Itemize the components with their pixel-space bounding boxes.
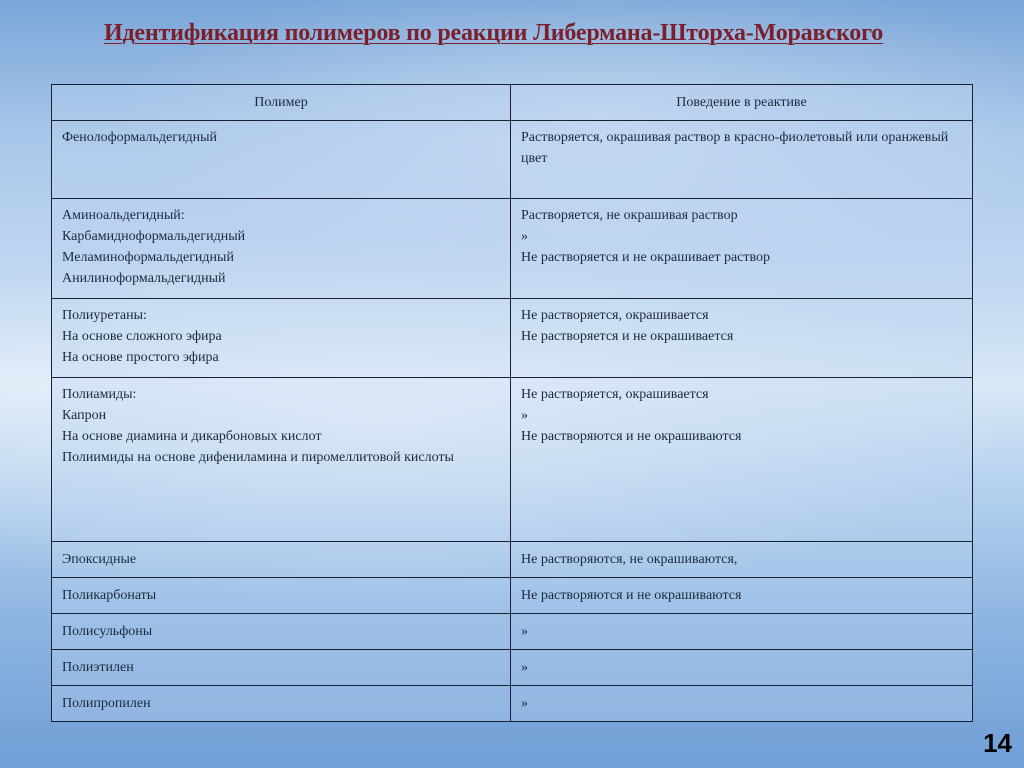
behavior-line: » [521, 229, 528, 244]
page-number: 14 [983, 728, 1012, 758]
behavior-cell [511, 378, 973, 542]
behavior-cell [511, 542, 973, 578]
polymer-line: Полиимиды на основе дифениламина и пиромеллитовой кислоты [62, 450, 454, 465]
behavior-line: » [521, 660, 528, 675]
table-row [52, 650, 973, 686]
table-row [52, 686, 973, 722]
polymer-line: Капрон [62, 408, 107, 423]
behavior-cell [511, 614, 973, 650]
polymer-line: Полисульфоны [62, 624, 153, 639]
polymer-cell [52, 121, 511, 199]
polymer-line: На основе диамина и дикарбоновых кислот [62, 429, 322, 444]
polymer-line: На основе сложного эфира [62, 329, 222, 344]
polymer-line: На основе простого эфира [62, 350, 219, 365]
behavior-line: » [521, 408, 528, 423]
polymer-cell [52, 378, 511, 542]
behavior-line: Не растворяется и не окрашивает раствор [521, 250, 770, 265]
table-row [52, 378, 973, 542]
behavior-line: » [521, 696, 528, 711]
polymer-cell [52, 686, 511, 722]
table-row [52, 542, 973, 578]
behavior-cell [511, 199, 973, 299]
polymer-line: Анилиноформальдегидный [62, 271, 226, 286]
table-row [52, 614, 973, 650]
polymer-line: Полиамиды: [62, 387, 137, 402]
polymer-line: Меламиноформальдегидный [62, 250, 234, 265]
behavior-line: Растворяется, не окрашивая раствор [521, 208, 738, 223]
polymer-cell [52, 199, 511, 299]
polymer-line: Карбамидноформальдегидный [62, 229, 246, 244]
polymer-line: Полипропилен [62, 696, 151, 711]
table-header-row [52, 85, 973, 121]
column-header-behavior: Поведение в реактиве [511, 85, 973, 121]
behavior-line: Не растворяются, не окрашиваются, [521, 552, 738, 567]
column-header-polymer: Полимер [52, 85, 511, 121]
behavior-line: Не растворяется, окрашивается [521, 387, 709, 402]
polymer-line: Полиуретаны: [62, 308, 147, 323]
behavior-line: Не растворяется и не окрашивается [521, 329, 734, 344]
behavior-cell [511, 686, 973, 722]
polymer-cell [52, 299, 511, 378]
polymer-line: Эпоксидные [62, 552, 137, 567]
behavior-cell [511, 578, 973, 614]
polymer-line: Поликарбонаты [62, 588, 157, 603]
polymer-cell [52, 614, 511, 650]
polymer-cell [52, 578, 511, 614]
behavior-cell [511, 299, 973, 378]
behavior-line: Растворяется, окрашивая раствор в красно-фиолетовый или оранжевый цвет [521, 130, 949, 166]
polymer-cell [52, 650, 511, 686]
behavior-line: Не растворяются и не окрашиваются [521, 588, 742, 603]
polymer-cell [52, 542, 511, 578]
polymer-line: Полиэтилен [62, 660, 134, 675]
behavior-line: » [521, 624, 528, 639]
behavior-line: Не растворяются и не окрашиваются [521, 429, 742, 444]
table-row [52, 121, 973, 199]
polymer-line: Фенолоформальдегидный [62, 130, 217, 145]
polymer-line: Аминоальдегидный: [62, 208, 185, 223]
behavior-line: Не растворяется, окрашивается [521, 308, 709, 323]
table-row [52, 299, 973, 378]
slide-title: Идентификация полимеров по реакции Либермана-Шторха-Моравского [104, 20, 883, 46]
behavior-cell [511, 650, 973, 686]
table-row [52, 199, 973, 299]
polymer-table [51, 84, 973, 722]
behavior-cell [511, 121, 973, 199]
table-row [52, 578, 973, 614]
